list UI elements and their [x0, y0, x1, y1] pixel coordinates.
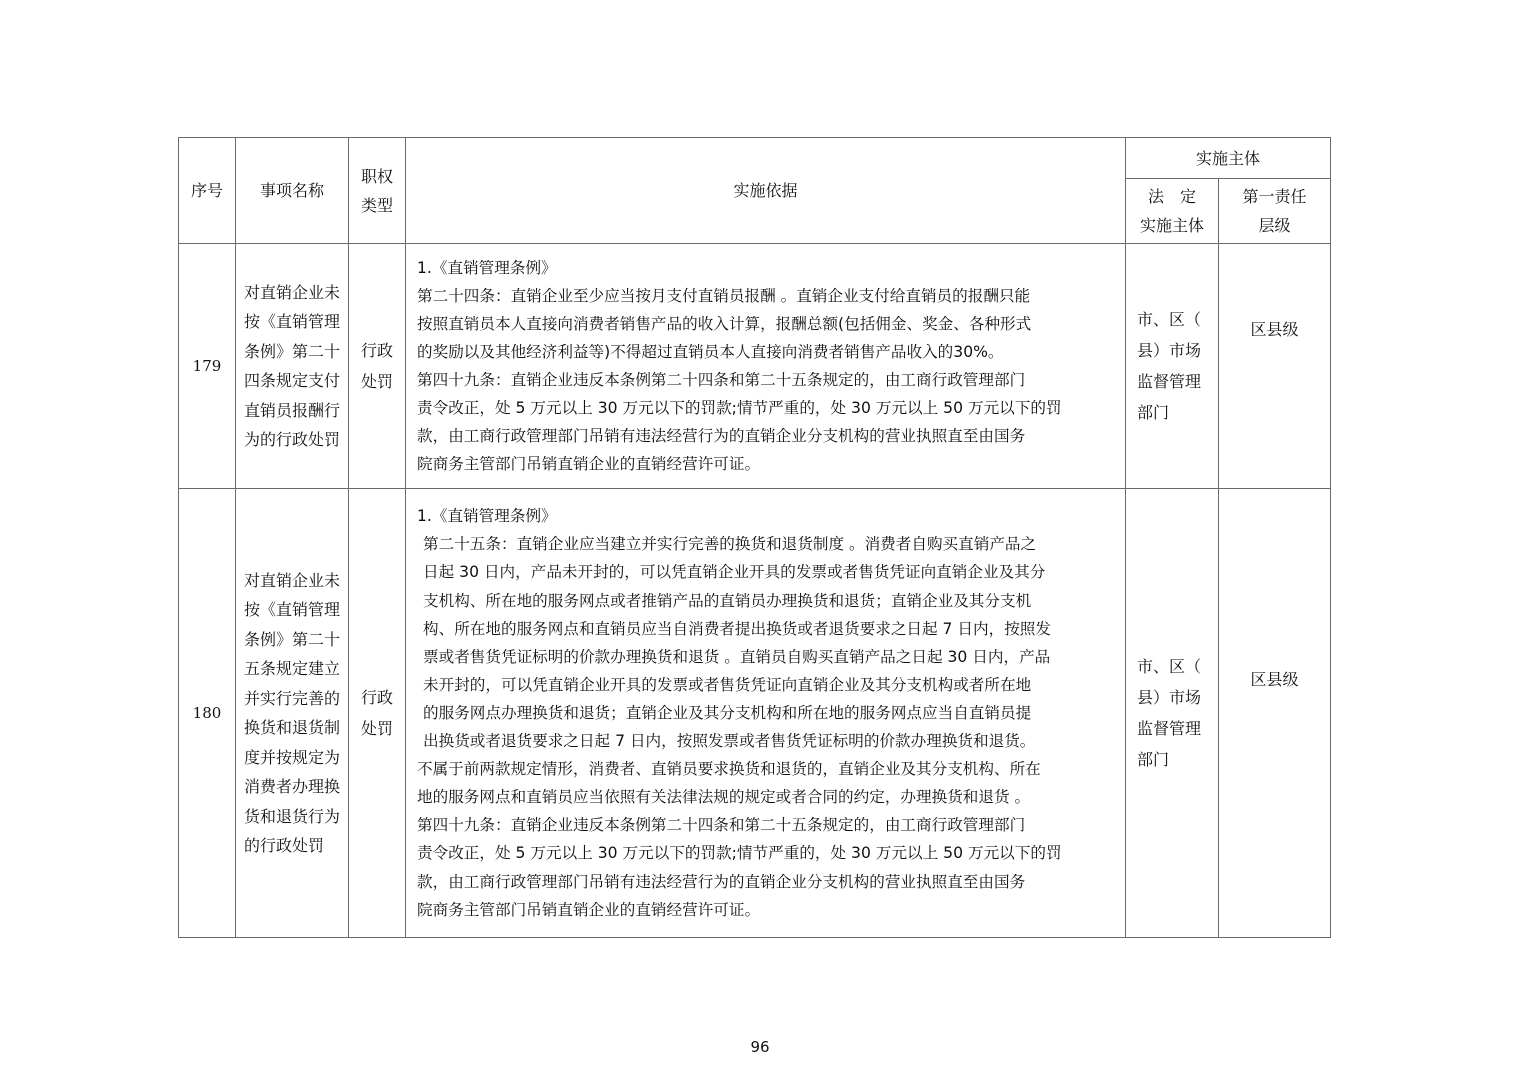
row-type-line-1: 行政: [360, 341, 393, 360]
header-legal-subject-line-1: 法 定: [1147, 187, 1196, 206]
row-type-line-2: 处罚: [360, 372, 393, 391]
row-first-level: [1219, 244, 1331, 489]
basis-line: 第二十四条：直销企业至少应当按月支付直销员报酬 。直销企业支付给直销员的报酬只能: [417, 286, 1031, 305]
row-basis: [406, 489, 1126, 938]
row-type-line-2: 处罚: [360, 719, 393, 738]
unit-line: 市、区（: [1137, 657, 1202, 676]
unit-line: 县）市场: [1137, 688, 1202, 707]
header-legal-subject: [1126, 179, 1219, 244]
basis-line: 第四十九条：直销企业违反本条例第二十四条和第二十五条规定的，由工商行政管理部门: [417, 371, 1026, 389]
unit-line: 县）市场: [1137, 341, 1202, 360]
basis-line: 日起 30 日内，产品未开封的，可以凭直销企业开具的发票或者售货凭证向直销企业及其分: [423, 563, 1046, 582]
basis-line: 款，由工商行政管理部门吊销有违法经营行为的直销企业分支机构的营业执照直至由国务: [417, 872, 1026, 891]
header-first-level-line-1: 第一责任: [1242, 187, 1307, 206]
table-row: [179, 489, 1331, 938]
unit-line: 监督管理: [1137, 719, 1202, 738]
basis-line: 责令改正，处 5 万元以上 30 万元以下的罚款;情节严重的，处 30 万元以上 50 万元以下的罚: [417, 399, 1062, 418]
table-row: [179, 244, 1331, 489]
basis-line: 未开封的，可以凭直销企业开具的发票或者售货凭证向直销企业及其分支机构或者所在地: [423, 675, 1032, 694]
unit-line: 部门: [1137, 403, 1170, 422]
header-seq: 序号: [179, 138, 236, 244]
row-type: [349, 489, 406, 938]
basis-line: 第四十九条：直销企业违反本条例第二十四条和第二十五条规定的，由工商行政管理部门: [417, 816, 1026, 835]
header-type-line-1: 职权: [360, 166, 393, 186]
row-legal-subject: [1126, 489, 1219, 938]
row-seq: 179: [179, 244, 236, 489]
row-first-level: [1219, 489, 1331, 938]
basis-line: 院商务主管部门吊销直销企业的直销经营许可证。: [417, 455, 761, 474]
row-type: [349, 244, 406, 489]
header-name: 事项名称: [236, 138, 349, 244]
basis-line: 第二十五条：直销企业应当建立并实行完善的换货和退货制度 。消费者自购买直销产品之: [423, 535, 1037, 554]
basis-line: 1.《直销管理条例》: [417, 507, 557, 526]
basis-line: 支机构、所在地的服务网点或者推销产品的直销员办理换货和退货；直销企业及其分支机: [423, 591, 1032, 610]
basis-line: 1.《直销管理条例》: [417, 258, 557, 277]
basis-line: 院商务主管部门吊销直销企业的直销经营许可证。: [417, 900, 761, 919]
header-basis: 实施依据: [406, 138, 1126, 244]
header-type: [349, 138, 406, 244]
row-seq: 180: [179, 489, 236, 938]
basis-line: 按照直销员本人直接向消费者销售产品的收入计算，报酬总额(包括佣金、奖金、各种形式: [417, 314, 1032, 333]
row-basis: [406, 244, 1126, 489]
unit-line: 监督管理: [1137, 372, 1202, 391]
basis-line: 地的服务网点和直销员应当依照有关法律法规的规定或者合同的约定，办理换货和退货 。: [417, 788, 1031, 807]
row-first-level-text: 区县级: [1250, 669, 1299, 689]
header-first-level-line-2: 层级: [1258, 216, 1291, 235]
row-item-name: 对直销企业未按《直销管理条例》第二十四条规定支付直销员报酬行为的行政处罚: [236, 244, 349, 489]
row-first-level-text: 区县级: [1250, 319, 1299, 339]
basis-line: 票或者售货凭证标明的价款办理换货和退货 。直销员自购买直销产品之日起 30 日内，产品: [423, 647, 1051, 666]
page-number: 96: [750, 1038, 770, 1056]
basis-line: 责令改正，处 5 万元以上 30 万元以下的罚款;情节严重的，处 30 万元以上 50 万元以下的罚: [417, 844, 1062, 863]
unit-line: 市、区（: [1137, 310, 1202, 329]
header-legal-subject-line-2: 实施主体: [1139, 216, 1204, 235]
basis-line: 出换货或者退货要求之日起 7 日内，按照发票或者售货凭证标明的价款办理换货和退货。: [423, 732, 1036, 751]
basis-line: 款，由工商行政管理部门吊销有违法经营行为的直销企业分支机构的营业执照直至由国务: [417, 427, 1026, 446]
row-item-name: 对直销企业未按《直销管理条例》第二十五条规定建立并实行完善的换货和退货制度并按规定为消费者办理换货和退货行为的行政处罚: [236, 489, 349, 938]
header-type-line-2: 类型: [360, 195, 393, 215]
row-legal-subject: [1126, 244, 1219, 489]
unit-line: 部门: [1137, 750, 1170, 769]
basis-line: 的服务网点办理换货和退货；直销企业及其分支机构和所在地的服务网点应当自直销员提: [423, 703, 1032, 722]
header-first-level: [1219, 179, 1331, 244]
basis-line: 不属于前两款规定情形，消费者、直销员要求换货和退货的，直销企业及其分支机构、所在: [417, 760, 1041, 779]
basis-line: 的奖励以及其他经济利益等)不得超过直销员本人直接向消费者销售产品收入的30%。: [417, 342, 1004, 361]
row-type-line-1: 行政: [360, 688, 393, 707]
enforcement-table: [178, 137, 1331, 938]
basis-line: 构、所在地的服务网点和直销员应当自消费者提出换货或者退货要求之日起 7 日内，按照发: [423, 619, 1051, 638]
header-subject-group: 实施主体: [1126, 138, 1331, 179]
